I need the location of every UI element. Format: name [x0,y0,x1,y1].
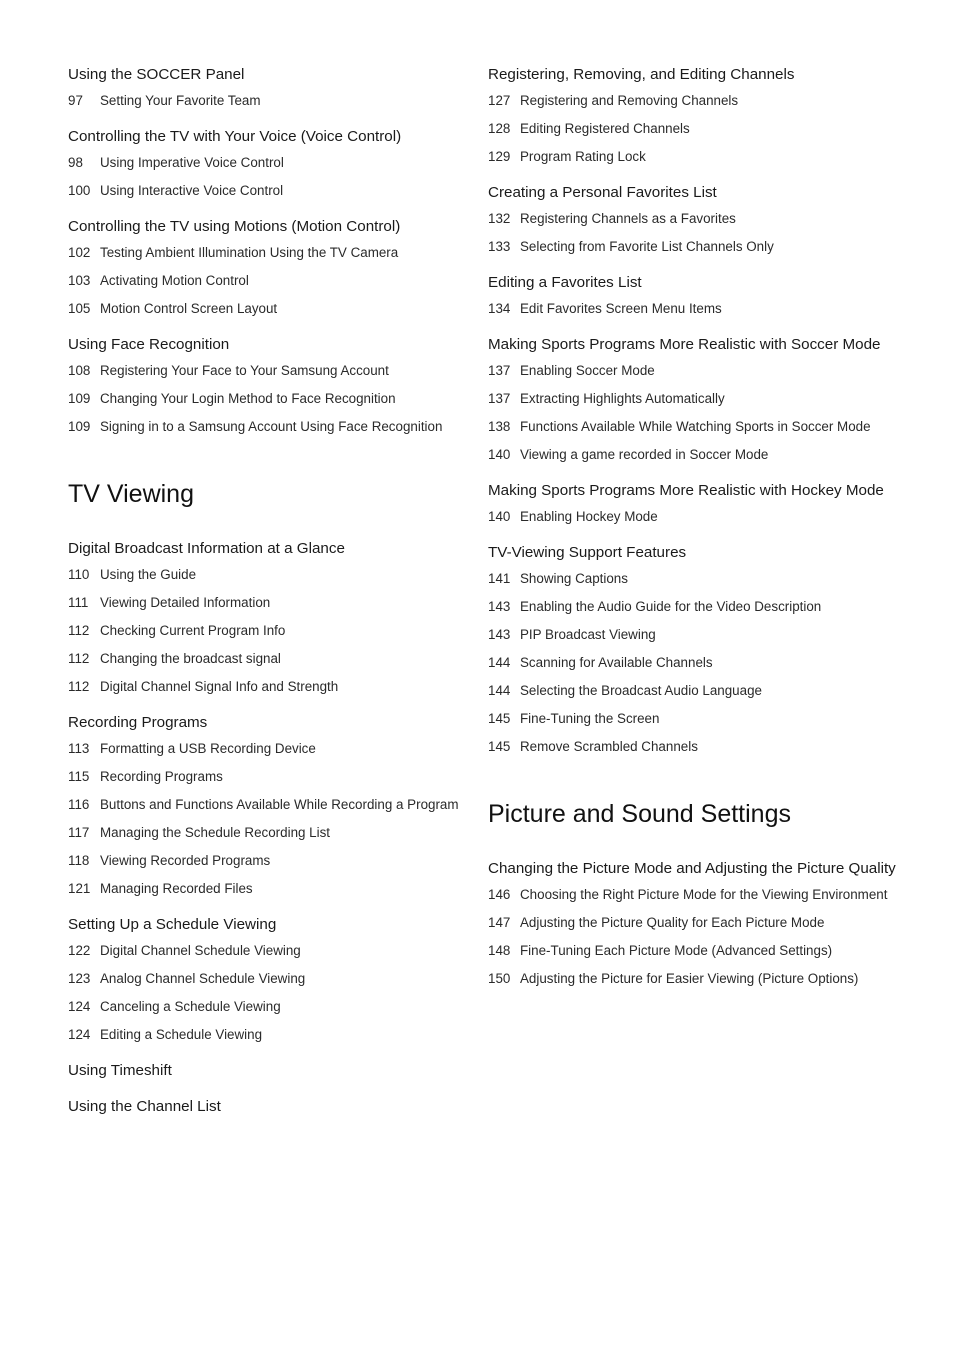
page-number: 129 [488,149,511,164]
page-number: 112 [68,679,90,694]
section-title[interactable]: Controlling the TV with Your Voice (Voice Control) [68,128,402,145]
entry-title: PIP Broadcast Viewing [520,627,656,642]
toc-entry[interactable] [68,270,478,291]
page-number: 133 [488,239,511,254]
toc-entry[interactable] [488,444,898,465]
toc-entry[interactable] [68,822,478,843]
section-title[interactable]: Registering, Removing, and Editing Channels [488,66,795,83]
section-title[interactable]: Using the Channel List [68,1098,221,1115]
entry-title: Registering Your Face to Your Samsung Account [100,363,389,378]
page-number: 110 [68,567,90,582]
toc-entry[interactable] [68,152,478,173]
section-title[interactable]: Recording Programs [68,714,208,731]
entry-title: Managing Recorded Files [100,881,253,896]
entry-title: Formatting a USB Recording Device [100,741,316,756]
page-number: 109 [68,419,91,434]
chapter-groups [488,859,898,989]
page-number: 144 [488,655,511,670]
toc-entry[interactable] [488,680,898,701]
page-number: 127 [488,93,511,108]
toc-entry[interactable] [68,996,478,1017]
entry-title: Testing Ambient Illumination Using the TV Camera [100,245,399,260]
page-number: 112 [68,623,90,638]
toc-entry[interactable] [68,766,478,787]
entry-title: Enabling the Audio Guide for the Video Description [520,599,822,614]
entry-title: Editing a Schedule Viewing [100,1027,263,1042]
page-number: 98 [68,155,83,170]
page-number: 117 [68,825,90,840]
section-title[interactable]: Using Timeshift [68,1062,172,1079]
entry-title: Activating Motion Control [100,273,249,288]
entry-title: Analog Channel Schedule Viewing [100,971,306,986]
toc-entry[interactable] [68,794,478,815]
entry-title: Setting Your Favorite Team [100,93,261,108]
toc-section [68,127,478,201]
section-title[interactable]: Controlling the TV using Motions (Motion Control) [68,218,401,235]
page-number: 144 [488,683,511,698]
section-title[interactable]: Making Sports Programs More Realistic with Soccer Mode [488,336,881,353]
entry-title: Extracting Highlights Automatically [520,391,725,406]
page-number: 141 [488,571,511,586]
toc-entry[interactable] [488,624,898,645]
page-number: 112 [68,651,90,666]
toc-section [68,335,478,437]
right-groups [488,65,898,757]
toc-entry[interactable] [68,360,478,381]
toc-section [68,65,478,111]
page-number: 146 [488,887,511,902]
page-number: 105 [68,301,91,316]
page-number: 140 [488,447,511,462]
entry-title: Digital Channel Schedule Viewing [100,943,301,958]
page-number: 128 [488,121,511,136]
entry-title: Editing Registered Channels [520,121,690,136]
page-number: 132 [488,211,511,226]
toc-entry[interactable] [488,506,898,527]
entry-title: Adjusting the Picture for Easier Viewing (Picture Options) [520,971,859,986]
toc-section [488,543,898,757]
entry-title: Changing Your Login Method to Face Recognition [100,391,396,406]
entry-title: Scanning for Available Channels [520,655,713,670]
section-title[interactable]: Using Face Recognition [68,336,230,353]
entry-title: Fine-Tuning Each Picture Mode (Advanced Settings) [520,943,833,958]
entry-title: Using Imperative Voice Control [100,155,284,170]
page-number: 116 [68,797,90,812]
page-number: 121 [68,881,91,896]
entry-title: Viewing Recorded Programs [100,853,271,868]
page-number: 100 [68,183,91,198]
page-number: 143 [488,599,511,614]
toc-entry[interactable] [488,298,898,319]
toc-entry[interactable] [68,850,478,871]
toc-entry[interactable] [488,884,898,905]
page-number: 124 [68,999,91,1014]
toc-section [68,1097,478,1117]
page-number: 137 [488,363,511,378]
toc-entry[interactable] [68,648,478,669]
toc-entry[interactable] [68,1024,478,1045]
page-number: 148 [488,943,511,958]
entry-title: Changing the broadcast signal [100,651,281,666]
entry-title: Using the Guide [100,567,197,582]
chapter-title[interactable]: Picture and Sound Settings [488,800,791,828]
toc-entry[interactable] [68,564,478,585]
entry-title: Motion Control Screen Layout [100,301,278,316]
toc-entry[interactable] [68,180,478,201]
toc-entry[interactable] [488,596,898,617]
toc-entry[interactable] [488,208,898,229]
chapter-title[interactable]: TV Viewing [68,480,194,508]
chapter-groups [68,539,478,1117]
page-number: 97 [68,93,83,108]
entry-title: Enabling Soccer Mode [520,363,655,378]
entry-title: Viewing a game recorded in Soccer Mode [520,447,769,462]
toc-entry[interactable] [68,676,478,697]
toc-section [488,183,898,257]
chapter-tv-viewing [68,479,478,1117]
toc-entry[interactable] [68,416,478,437]
page-number: 123 [68,971,91,986]
toc-entry[interactable] [488,940,898,961]
entry-title: Viewing Detailed Information [100,595,271,610]
page-number: 102 [68,245,91,260]
page-number: 137 [488,391,511,406]
page-number: 109 [68,391,91,406]
entry-title: Enabling Hockey Mode [520,509,658,524]
toc-right-column [488,65,898,1005]
page-number: 138 [488,419,511,434]
toc-entry[interactable] [488,90,898,111]
toc-section [68,217,478,319]
toc-entry[interactable] [488,118,898,139]
toc-entry[interactable] [488,416,898,437]
toc-left-column [68,65,478,1133]
entry-title: Registering Channels as a Favorites [520,211,736,226]
entry-title: Choosing the Right Picture Mode for the Viewing Environment [520,887,888,902]
entry-title: Recording Programs [100,769,223,784]
page-number: 147 [488,915,511,930]
entry-title: Canceling a Schedule Viewing [100,999,281,1014]
page-number: 113 [68,741,90,756]
toc-entry[interactable] [488,388,898,409]
page-number: 118 [68,853,90,868]
toc-entry[interactable] [68,738,478,759]
page-number: 103 [68,273,91,288]
chapter-picture-and-sound-settings [488,799,898,989]
page-number: 145 [488,739,511,754]
page-number: 140 [488,509,511,524]
toc-entry[interactable] [68,968,478,989]
toc-entry[interactable] [488,146,898,167]
section-title[interactable]: Changing the Picture Mode and Adjusting the Picture Quality [488,860,896,877]
toc-entry[interactable] [488,912,898,933]
entry-title: Digital Channel Signal Info and Strength [100,679,339,694]
entry-title: Fine-Tuning the Screen [520,711,660,726]
toc-entry[interactable] [488,968,898,989]
toc-section [488,65,898,167]
section-title[interactable]: Digital Broadcast Information at a Glance [68,540,345,557]
page-number: 134 [488,301,511,316]
section-title[interactable]: Using the SOCCER Panel [68,66,245,83]
toc-entry[interactable] [68,878,478,899]
entry-title: Buttons and Functions Available While Recording a Program [100,797,459,812]
toc-section [68,915,478,1045]
toc-section [488,335,898,465]
toc-entry[interactable] [488,708,898,729]
toc-entry[interactable] [68,592,478,613]
entry-title: Selecting from Favorite List Channels Only [520,239,774,254]
section-title[interactable]: Creating a Personal Favorites List [488,184,717,201]
page-number: 145 [488,711,511,726]
toc-entry[interactable] [68,388,478,409]
toc-entry[interactable] [68,620,478,641]
entry-title: Checking Current Program Info [100,623,286,638]
entry-title: Registering and Removing Channels [520,93,739,108]
toc-entry[interactable] [488,736,898,757]
page-number: 115 [68,769,90,784]
page-number: 150 [488,971,511,986]
toc-entry[interactable] [68,90,478,111]
page-number: 143 [488,627,511,642]
toc-section [488,273,898,319]
entry-title: Selecting the Broadcast Audio Language [520,683,762,698]
entry-title: Showing Captions [520,571,628,586]
entry-title: Using Interactive Voice Control [100,183,284,198]
entry-title: Edit Favorites Screen Menu Items [520,301,722,316]
entry-title: Managing the Schedule Recording List [100,825,331,840]
toc-entry[interactable] [488,568,898,589]
toc-entry[interactable] [488,236,898,257]
toc-section [488,859,898,989]
toc-entry[interactable] [68,242,478,263]
section-title[interactable]: TV-Viewing Support Features [488,544,687,561]
toc-entry[interactable] [68,940,478,961]
section-title[interactable]: Making Sports Programs More Realistic with Hockey Mode [488,482,884,499]
entry-title: Remove Scrambled Channels [520,739,698,754]
toc-section [68,539,478,697]
left-groups [68,65,478,437]
section-title[interactable]: Editing a Favorites List [488,274,642,291]
entry-title: Adjusting the Picture Quality for Each Picture Mode [520,915,825,930]
entry-title: Functions Available While Watching Sports in Soccer Mode [520,419,871,434]
entry-title: Signing in to a Samsung Account Using Face Recognition [100,419,443,434]
toc-section [488,481,898,527]
toc-section [68,713,478,899]
section-title[interactable]: Setting Up a Schedule Viewing [68,916,277,933]
toc-entry[interactable] [488,360,898,381]
toc-entry[interactable] [68,298,478,319]
toc-entry[interactable] [488,652,898,673]
entry-title: Program Rating Lock [520,149,646,164]
page-number: 108 [68,363,91,378]
toc-section [68,1061,478,1081]
page-number: 124 [68,1027,91,1042]
page-number: 122 [68,943,91,958]
page-number: 111 [68,595,89,610]
